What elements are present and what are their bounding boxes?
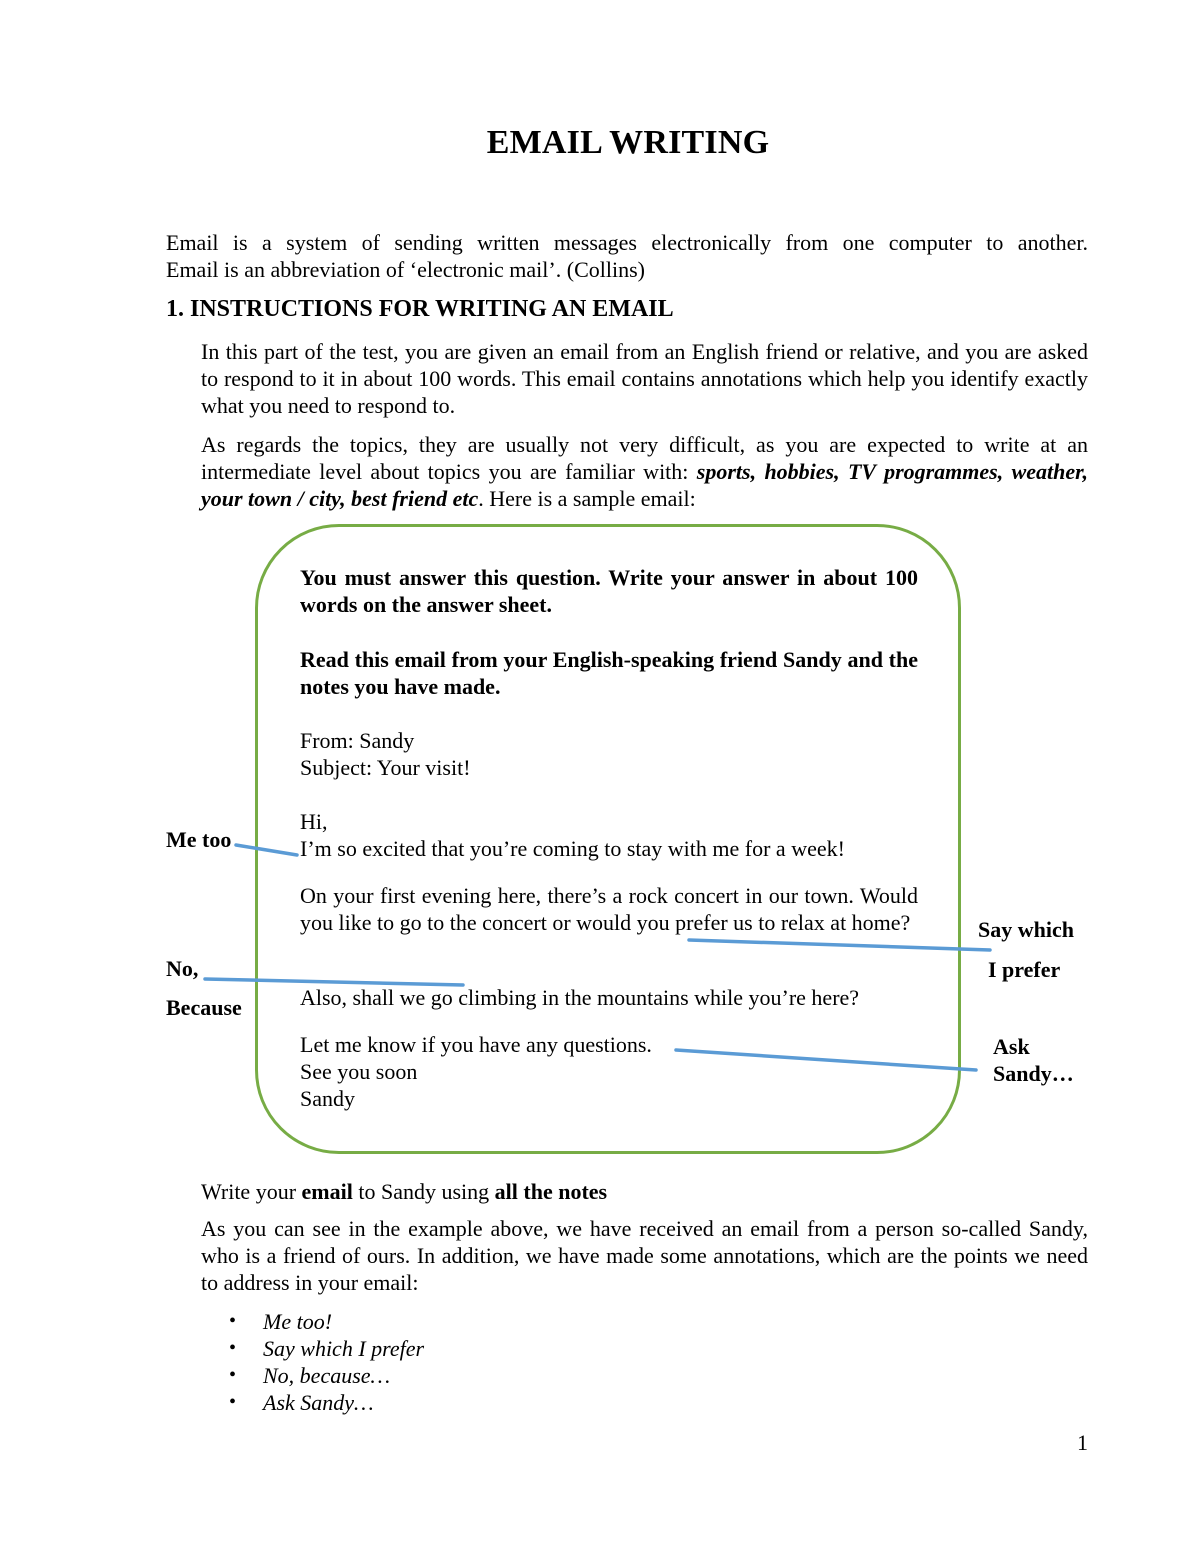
intro-line-1: Email is a system of sending written messages electronically from one computer to another. [166,230,1088,255]
email-questions-line: Let me know if you have any questions. [300,1032,652,1057]
bullet-icon: • [229,1364,237,1386]
note-say-which: Say which [978,917,1074,942]
section-heading: 1. INSTRUCTIONS FOR WRITING AN EMAIL [166,296,674,322]
email-see-you: See you soon [300,1059,418,1084]
note-no: No, [166,956,199,981]
write-text-all-notes: all the notes [494,1179,608,1204]
email-signature: Sandy [300,1086,355,1111]
topics-paragraph [201,431,1088,512]
email-subject: Subject: Your visit! [300,755,471,780]
annotations-paragraph: As you can see in the example above, we have received an email from a person so-called Sandy, who is a friend of ours. In addition, we have made some annotations, which are the points we need to address in your email: [201,1216,1088,1295]
list-item [229,1362,424,1389]
email-greeting: Hi, [300,809,328,834]
bullet-icon: • [229,1310,237,1332]
email-evening-paragraph: On your first evening here, there’s a rock concert in our town. Would you like to go to the concert or would you prefer us to relax at home? [300,883,918,935]
intro-line-2: Email is an abbreviation of ‘electronic mail’. (Collins) [166,257,645,282]
note-because: Because [166,995,242,1020]
list-item [229,1335,424,1362]
write-text-email: email [301,1179,353,1204]
bullet-text: No, because… [263,1363,391,1388]
note-sandy: Sandy… [993,1061,1074,1086]
bullet-icon: • [229,1337,237,1359]
email-instruction-read: Read this email from your English-speaking friend Sandy and the notes you have made. [300,647,918,699]
document-title: EMAIL WRITING [486,124,770,161]
email-excited-line: I’m so excited that you’re coming to stay with me for a week! [300,836,845,861]
email-instruction-answer: You must answer this question. Write your answer in about 100 words on the answer sheet. [300,565,918,617]
topics-list: sports, hobbies, TV programmes, weather, your town / city, best friend etc [201,459,1089,511]
write-text-a: Write your [201,1179,302,1204]
write-text-c: to Sandy using [352,1179,495,1204]
notes-bullet-list [229,1308,424,1416]
page-number: 1 [1077,1430,1088,1455]
bullet-text: Me too! [263,1309,333,1334]
list-item [229,1389,424,1416]
email-climbing-question: Also, shall we go climbing in the mountains while you’re here? [300,985,860,1010]
bullet-text: Say which I prefer [263,1336,425,1361]
note-i-prefer: I prefer [988,957,1061,982]
topics-end-text: . Here is a sample email: [478,486,696,511]
bullet-icon: • [229,1391,237,1413]
write-instruction [201,1178,1088,1205]
list-item [229,1308,424,1335]
note-me-too: Me too [166,827,232,852]
email-from: From: Sandy [300,728,415,753]
note-ask: Ask [993,1034,1030,1059]
topics-intro-text: As regards the topics, they are usually not very difficult, as you are expected to write at an intermediate level about topics you are familiar with: [201,432,1088,484]
instructions-paragraph: In this part of the test, you are given an email from an English friend or relative, and you are asked to respond to it in about 100 words. This email contains annotations which help you identify exactly what you need to respond to. [201,339,1088,418]
bullet-text: Ask Sandy… [263,1390,374,1415]
